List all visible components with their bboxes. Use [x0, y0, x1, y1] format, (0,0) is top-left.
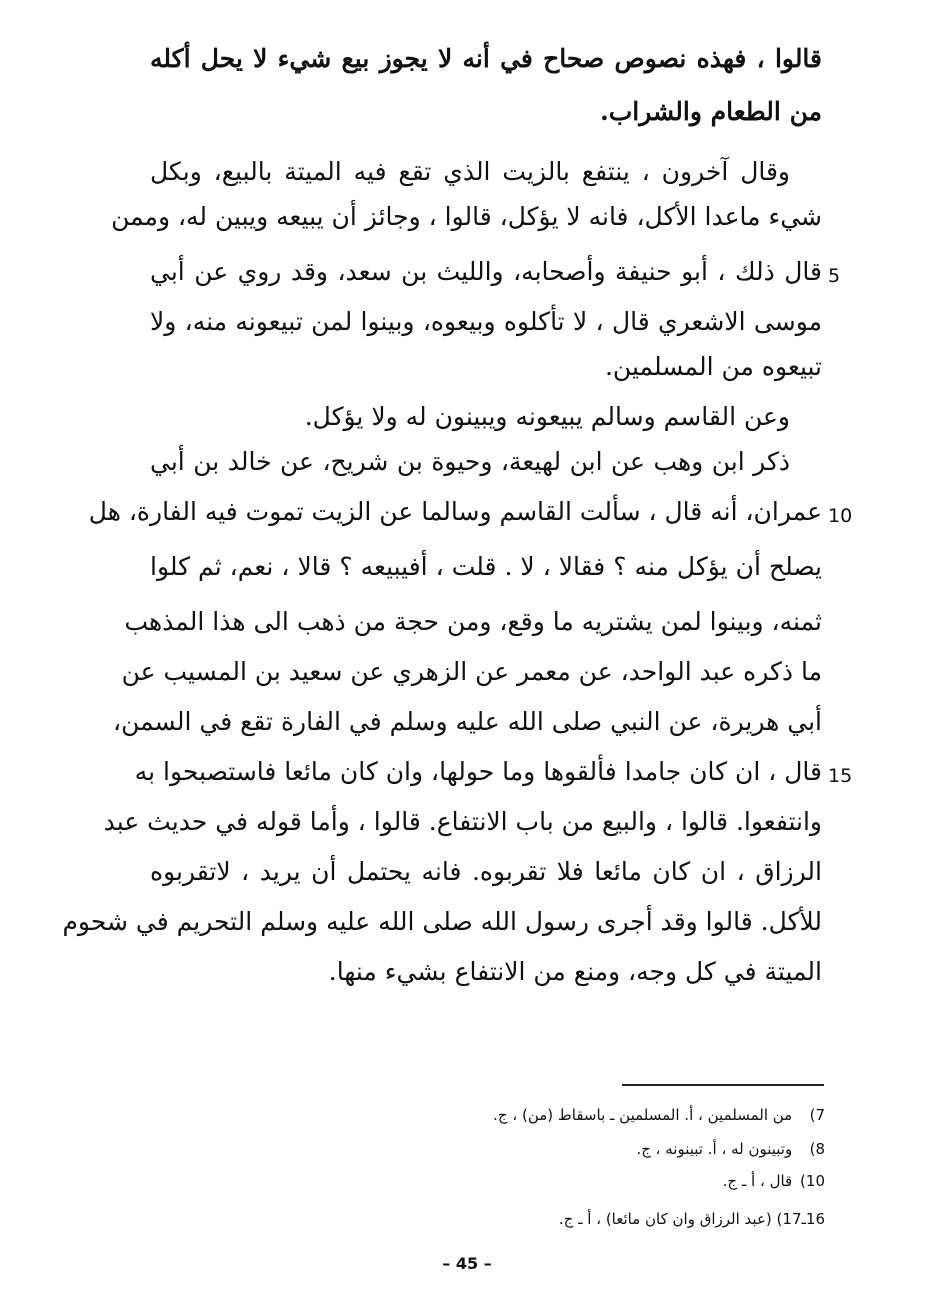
- footnote-number: 7): [809, 1106, 825, 1124]
- footnote-4: [430, 1208, 825, 1230]
- text-line-13: ما ذكره عبد الواحد، عن معمر عن الزهري عن سعيد بن المسيب عن: [121, 657, 822, 686]
- footnote-text: قال ، أ ـ ج.: [722, 1172, 793, 1190]
- footnote-1: [430, 1104, 825, 1126]
- text-line-19: الميتة في كل وجه، ومنع من الانتفاع بشيء منها.: [328, 957, 822, 986]
- footnote-separator: [622, 1084, 824, 1086]
- footnote-text: (عبد الرزاق وان كان مائعا) ، أ ـ ج.: [558, 1210, 772, 1228]
- footnote-text: من المسلمين ، أ. المسلمين ـ باسقاط (من) ، ج.: [493, 1106, 793, 1124]
- text-line-8: وعن القاسم وسالم يبيعونه ويبينون له ولا يؤكل.: [304, 402, 790, 431]
- text-line-7: تبيعوه من المسلمين.: [604, 352, 822, 381]
- text-line-10: عمران، أنه قال ، سألت القاسم وسالما عن الزيت تموت فيه الفارة، هل: [88, 497, 822, 526]
- line-number-10: 10: [828, 505, 853, 527]
- page-number: – 45 –: [442, 1254, 492, 1273]
- footnote-number: 10): [800, 1172, 825, 1190]
- footnote-number: 8): [809, 1140, 825, 1158]
- text-line-9: ذكر ابن وهب عن ابن لهيعة، وحيوة بن شريح، عن خالد بن أبي: [150, 447, 790, 476]
- text-line-11: يصلح أن يؤكل منه ؟ فقالا ، لا . قلت ، أفيبيعه ؟ قالا ، نعم، ثم كلوا: [150, 552, 822, 581]
- text-line-12: ثمنه، وبينوا لمن يشتريه ما وقع، ومن حجة من ذهب الى هذا المذهب: [124, 607, 822, 636]
- text-line-5: قال ذلك ، أبو حنيفة وأصحابه، والليث بن سعد، وقد روي عن أبي: [150, 257, 822, 286]
- text-line-15: قال ، ان كان جامدا فألقوها وما حولها، وان كان مائعا فاستصبحوا به: [134, 757, 822, 786]
- text-line-3: وقال آخرون ، ينتفع بالزيت الذي تقع فيه الميتة بالبيع، وبكل: [150, 157, 790, 186]
- text-line-6: موسى الاشعري قال ، لا تأكلوه وبيعوه، وبينوا لمن تبيعونه منه، ولا: [150, 307, 822, 336]
- footnote-number: 16ـ17): [776, 1210, 825, 1228]
- line-number-15: 15: [828, 765, 853, 787]
- footnote-3: [430, 1170, 825, 1192]
- text-line-2: من الطعام والشراب.: [600, 97, 822, 126]
- text-line-4: شيء ماعدا الأكل، فانه لا يؤكل، قالوا ، وجائز أن يبيعه ويبين له، وممن: [111, 202, 822, 231]
- text-line-14: أبي هريرة، عن النبي صلى الله عليه وسلم في الفارة تقع في السمن،: [113, 707, 822, 736]
- line-number-5: 5: [828, 265, 841, 287]
- footnote-text: وتبينون له ، أ. تبينونه ، ج.: [636, 1140, 793, 1158]
- text-line-18: للأكل. قالوا وقد أجرى رسول الله صلى الله عليه وسلم التحريم في شحوم: [62, 907, 822, 936]
- text-line-17: الرزاق ، ان كان مائعا فلا تقربوه. فانه يحتمل أن يريد ، لاتقربوه: [150, 857, 822, 886]
- footnote-2: [430, 1138, 825, 1160]
- text-line-1: قالوا ، فهذه نصوص صحاح في أنه لا يجوز بيع شيء لا يحل أكله: [150, 44, 822, 73]
- text-line-16: وانتفعوا. قالوا ، والبيع من باب الانتفاع. قالوا ، وأما قوله في حديث عبد: [103, 807, 822, 836]
